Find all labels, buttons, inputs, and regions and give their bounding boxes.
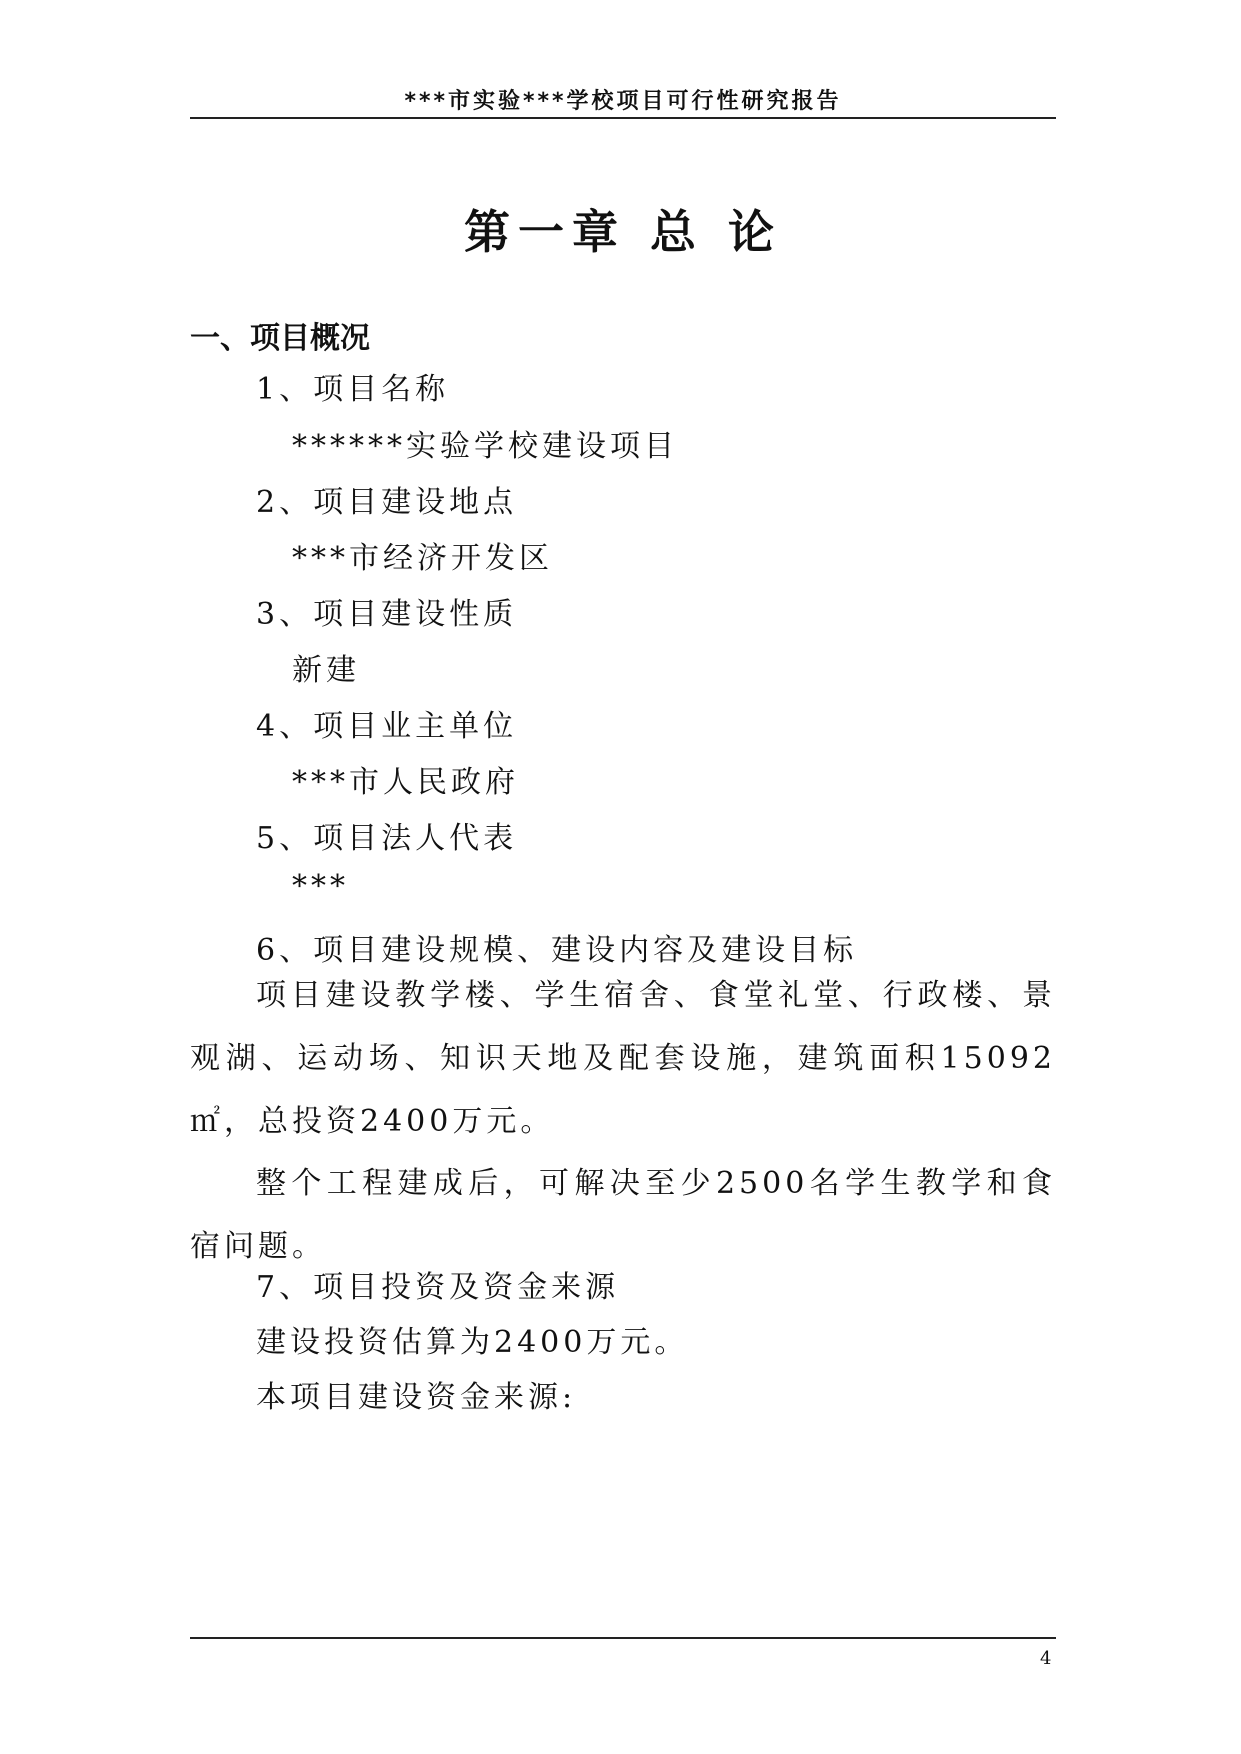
page-number: 4 <box>1040 1648 1052 1669</box>
item-label-legal-rep: 5、项目法人代表 <box>256 821 518 856</box>
item-label-owner: 4、项目业主单位 <box>256 709 518 744</box>
item-label-investment: 7、项目投资及资金来源 <box>256 1270 620 1305</box>
item-label-scale: 6、项目建设规模、建设内容及建设目标 <box>256 933 858 968</box>
chapter-title: 第一章 总 论 <box>463 205 783 259</box>
paragraph-funding: 本项目建设资金来源: <box>256 1380 577 1415</box>
paragraph-goal: 整个工程建成后，可解决至少2500名学生教学和食宿问题。 <box>190 1166 1056 1264</box>
item-label-name: 1、项目名称 <box>256 372 450 407</box>
item-label-location: 2、项目建设地点 <box>256 485 518 520</box>
item-value-nature: 新建 <box>292 653 360 688</box>
header-rule <box>190 117 1056 119</box>
item-value-location: ***市经济开发区 <box>292 541 553 576</box>
item-value-legal-rep: *** <box>292 869 349 904</box>
running-header: ***市实验***学校项目可行性研究报告 <box>404 89 842 114</box>
item-value-name: ******实验学校建设项目 <box>292 429 678 464</box>
paragraph-scale: 项目建设教学楼、学生宿舍、食堂礼堂、行政楼、景观湖、运动场、知识天地及配套设施，建筑面积15092㎡，总投资2400万元。 <box>190 978 1056 1139</box>
section-heading: 一、项目概况 <box>190 321 370 356</box>
item-label-nature: 3、项目建设性质 <box>256 597 518 632</box>
footer-rule <box>190 1637 1056 1639</box>
item-value-owner: ***市人民政府 <box>292 765 519 800</box>
paragraph-investment: 建设投资估算为2400万元。 <box>256 1325 689 1360</box>
